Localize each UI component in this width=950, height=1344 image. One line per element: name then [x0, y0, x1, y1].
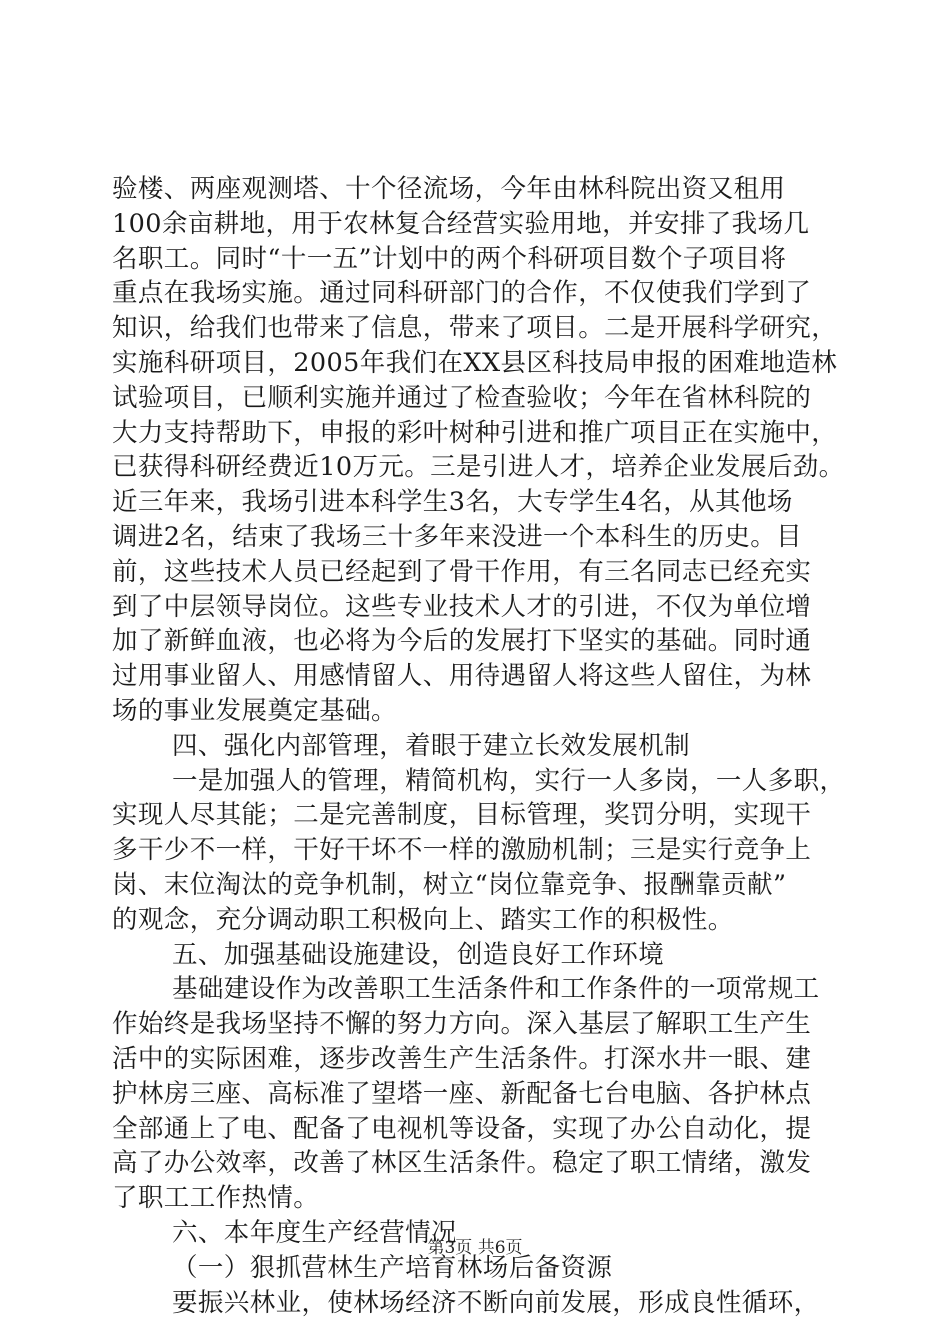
text-line: 一是加强人的管理，精简机构，实行一人多岗，一人多职，	[172, 765, 846, 796]
text-line: 四、强化内部管理，着眼于建立长效发展机制	[172, 730, 691, 761]
text-line: 六、本年度生产经营情况	[172, 1217, 457, 1248]
text-line: 试验项目，已顺利实施并通过了检查验收；今年在省林科院的	[112, 382, 812, 413]
text-line: 基础建设作为改善职工生活条件和工作条件的一项常规工	[172, 974, 820, 1005]
text-line: 调进2名，结束了我场三十多年来没进一个本科生的历史。目	[112, 521, 803, 552]
text-line: 活中的实际困难，逐步改善生产生活条件。打深水井一眼、建	[112, 1043, 812, 1074]
text-line: 知识，给我们也带来了信息，带来了项目。二是开展科学研究，	[112, 313, 838, 344]
text-line: 作始终是我场坚持不懈的努力方向。深入基层了解职工生产生	[112, 1009, 812, 1040]
document-body	[112, 172, 846, 1320]
text-line: 近三年来，我场引进本科学生3名，大专学生4名，从其他场	[112, 487, 793, 518]
text-line: 前，这些技术人员已经起到了骨干作用，有三名同志已经充实	[112, 556, 812, 587]
text-line: 场的事业发展奠定基础。	[112, 695, 397, 726]
text-line: 实施科研项目，2005年我们在XX县区科技局申报的困难地造林	[112, 347, 838, 378]
text-line: 已获得科研经费近10万元。三是引进人才，培养企业发展后劲。	[112, 452, 845, 483]
text-line: 验楼、两座观测塔、十个径流场，今年由林科院出资又租用	[112, 174, 786, 204]
text-line: 五、加强基础设施建设，创造良好工作环境	[172, 939, 665, 970]
text-line: 岗、末位淘汰的竞争机制，树立“岗位靠竞争、报酬靠贡献”	[112, 869, 787, 900]
text-line: 要振兴林业，使林场经济不断向前发展，形成良性循环，	[172, 1287, 820, 1318]
text-line: 的观念，充分调动职工积极向上、踏实工作的积极性。	[112, 904, 734, 935]
text-line: 多干少不一样，干好干坏不一样的激励机制；三是实行竞争上	[112, 835, 812, 866]
text-line: 了职工工作热情。	[112, 1183, 320, 1214]
page-footer: 第3页 共6页	[427, 1238, 523, 1258]
text-line: 加了新鲜血液，也必将为今后的发展打下坚实的基础。同时通	[112, 626, 812, 657]
text-line: （一）狠抓营林生产培育林场后备资源	[172, 1252, 613, 1283]
text-line: 过用事业留人、用感情留人、用待遇留人将这些人留住，为林	[112, 661, 812, 692]
text-line: 重点在我场实施。通过同科研部门的合作，不仅使我们学到了	[112, 278, 812, 309]
text-line: 到了中层领导岗位。这些专业技术人才的引进，不仅为单位增	[112, 591, 812, 622]
text-line: 护林房三座、高标准了望塔一座、新配备七台电脑、各护林点	[112, 1078, 812, 1109]
text-line: 100余亩耕地，用于农林复合经营实验用地，并安排了我场几	[112, 208, 810, 239]
text-line: 高了办公效率，改善了林区生活条件。稳定了职工情绪，激发	[112, 1148, 812, 1179]
text-line: 名职工。同时“十一五”计划中的两个科研项目数个子项目将	[112, 243, 787, 274]
text-line: 全部通上了电、配备了电视机等设备，实现了办公自动化，提	[112, 1113, 812, 1144]
text-line: 实现人尽其能；二是完善制度，目标管理，奖罚分明，实现干	[112, 800, 812, 831]
text-line: 大力支持帮助下，申报的彩叶树种引进和推广项目正在实施中，	[112, 417, 838, 448]
